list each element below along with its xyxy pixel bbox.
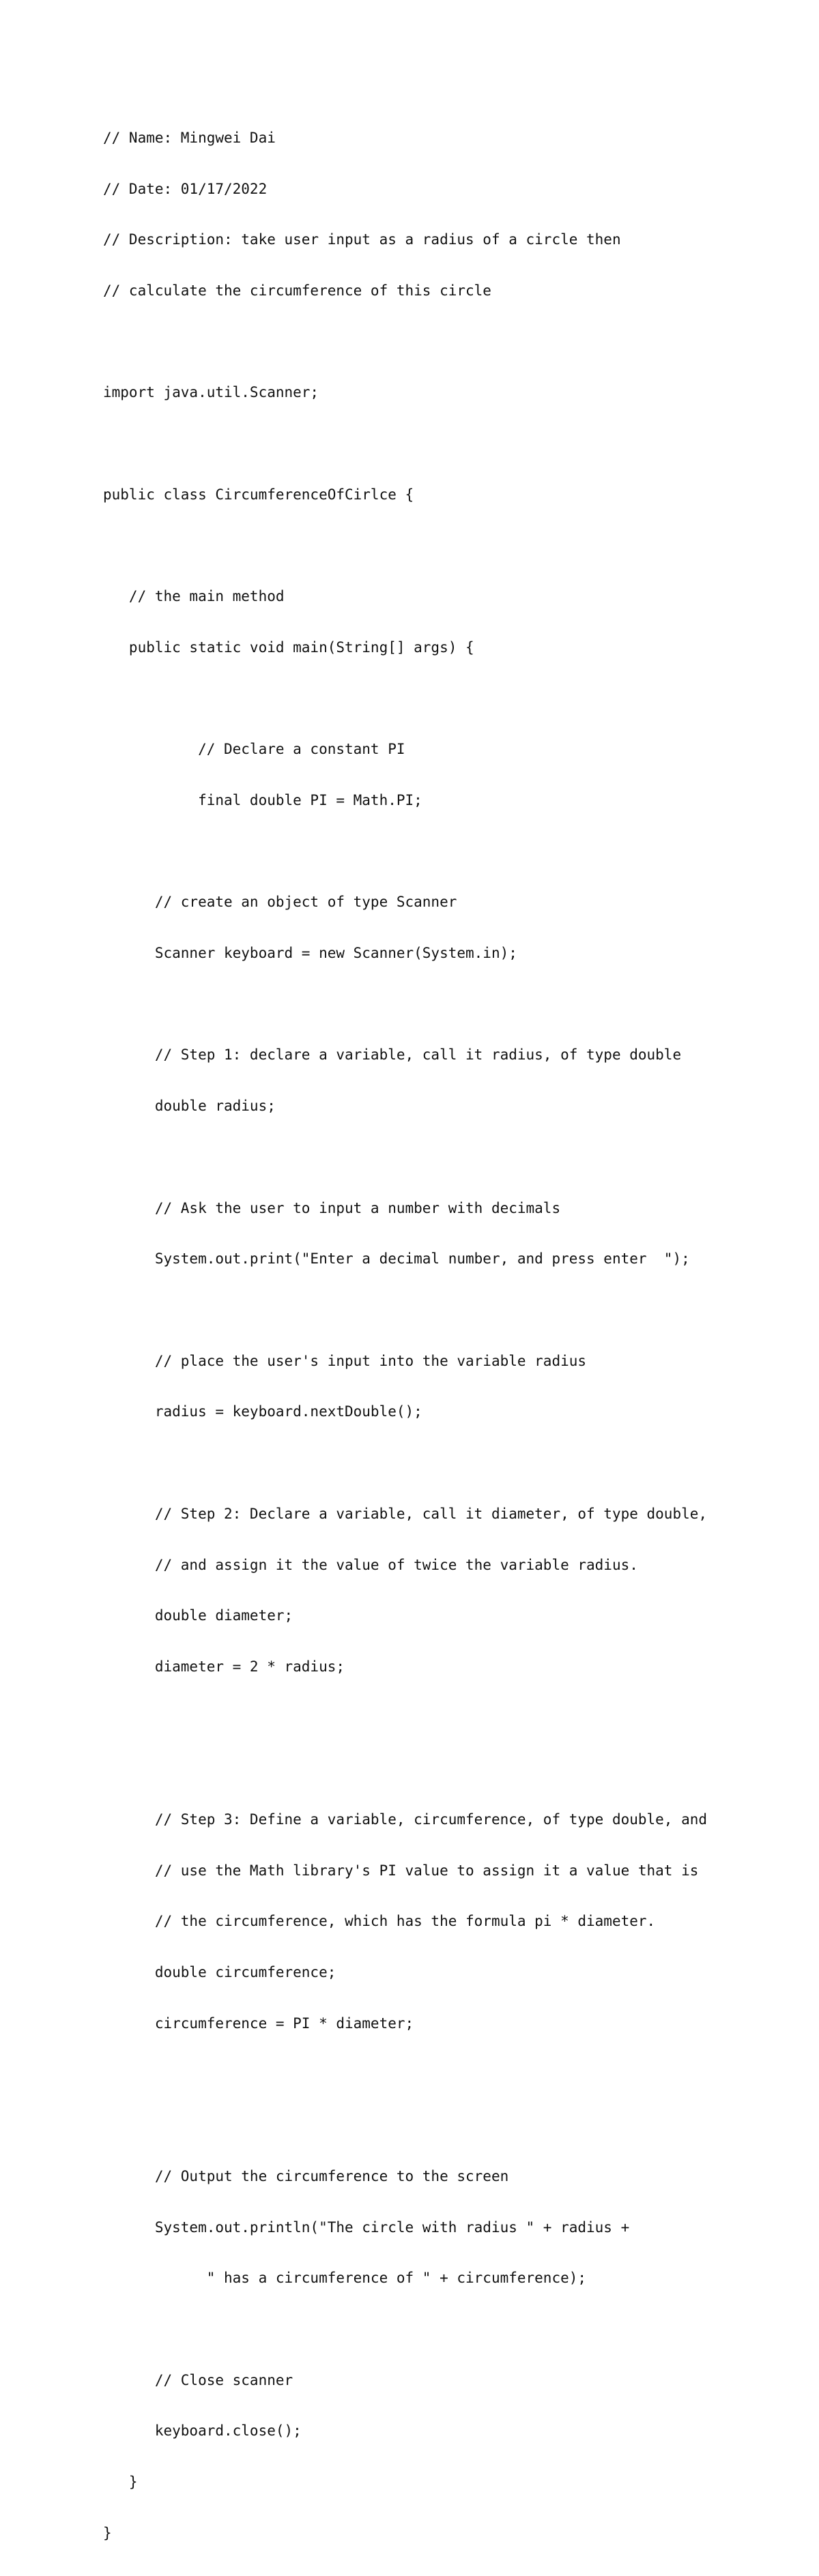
code-line: public class CircumferenceOfCirlce { [103,486,414,503]
code-line [103,334,786,351]
code-line: } [103,2474,138,2491]
code-line: // and assign it the value of twice the variable radius. [103,1556,638,1573]
code-line [103,843,786,860]
code-line: double circumference; [103,1964,336,1981]
code-line: // the main method [103,588,285,605]
code-line: keyboard.close(); [103,2423,302,2440]
code-line: // use the Math library's PI value to assign it a value that is [103,1862,699,1879]
code-line: System.out.print("Enter a decimal number, and press enter "); [103,1250,690,1268]
code-line [103,2066,786,2083]
code-line: // Name: Mingwei Dai [103,129,276,146]
code-line: // Declare a constant PI [103,741,405,758]
code-line: // Date: 01/17/2022 [103,180,268,197]
code-line: // Ask the user to input a number with decimals [103,1199,561,1216]
code-line: double diameter; [103,1607,293,1624]
code-line [103,1710,786,1727]
code-line: // place the user's input into the variable radius [103,1352,587,1369]
code-line [103,1302,786,1319]
code-line [103,1760,786,1777]
code-line: circumference = PI * diameter; [103,2015,414,2032]
code-line: // Step 3: Define a variable, circumference, of type double, and [103,1811,708,1828]
code-line: // create an object of type Scanner [103,894,457,911]
code-line: // Step 1: declare a variable, call it radius, of type double [103,1046,682,1064]
code-line: // calculate the circumference of this circle [103,282,491,299]
code-line [103,435,786,452]
code-line [103,1454,786,1472]
code-line [103,2117,786,2134]
code-line: diameter = 2 * radius; [103,1658,345,1675]
code-line: // Close scanner [103,2371,293,2388]
code-line [103,1149,786,1166]
code-line: Scanner keyboard = new Scanner(System.in); [103,945,517,962]
code-line: radius = keyboard.nextDouble(); [103,1403,422,1420]
code-line: final double PI = Math.PI; [103,791,422,808]
code-line: // the circumference, which has the formula pi * diameter. [103,1913,656,1930]
code-line: " has a circumference of " + circumference); [103,2270,587,2287]
code-listing [103,96,786,2576]
code-line: } [103,2524,112,2541]
code-line [103,2321,786,2338]
code-line: double radius; [103,1098,276,1115]
code-line: public static void main(String[] args) { [103,639,474,656]
code-line: import java.util.Scanner; [103,384,319,401]
code-line: // Output the circumference to the screen [103,2167,509,2184]
code-line: System.out.println("The circle with radius " + radius + [103,2219,630,2236]
code-line [103,996,786,1013]
code-line: // Description: take user input as a radius of a circle then [103,231,621,248]
code-line [103,690,786,707]
code-line: // Step 2: Declare a variable, call it diameter, of type double, [103,1505,708,1522]
code-line [103,537,786,554]
